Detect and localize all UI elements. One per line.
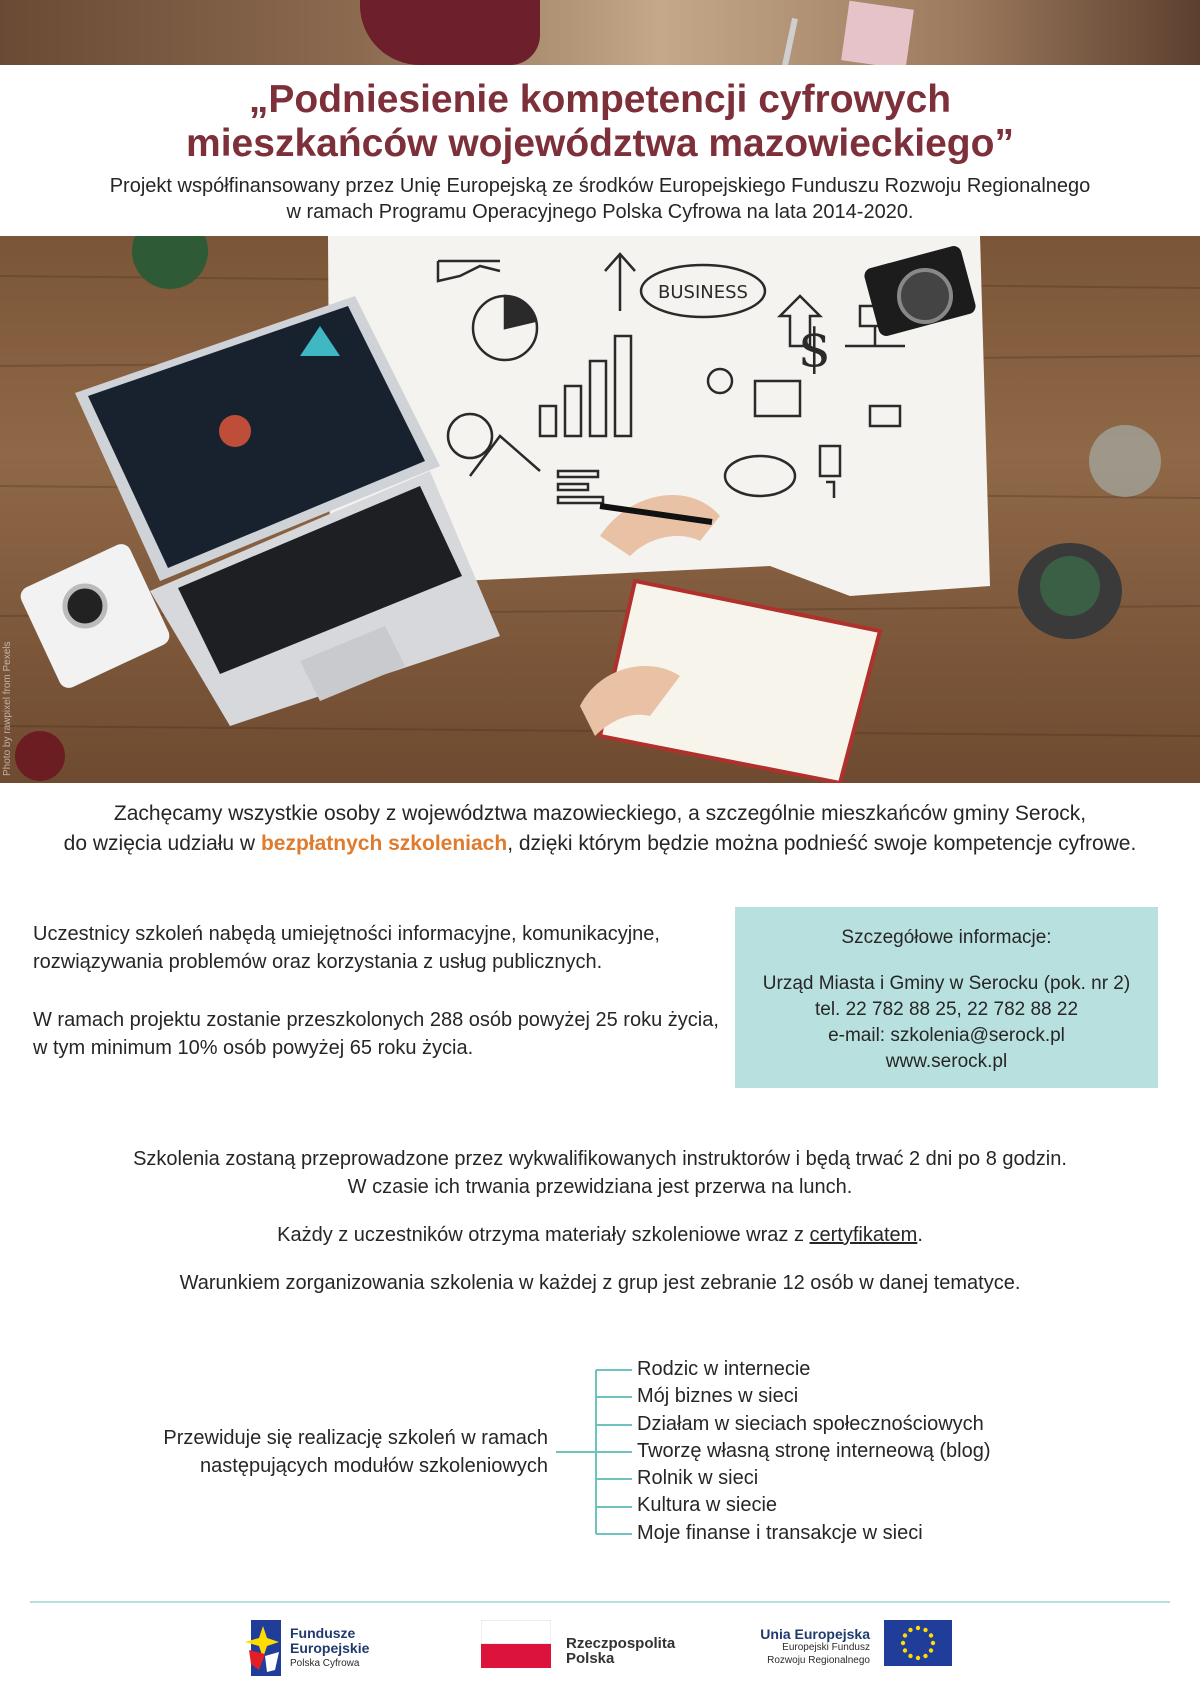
modules-label-line-1: Przewiduje się realizację szkoleń w ramach xyxy=(163,1427,548,1449)
apple xyxy=(15,731,65,781)
notebook-shape xyxy=(841,1,914,65)
hero-photo xyxy=(0,236,1200,783)
eu-flag-icon xyxy=(884,1620,952,1666)
eu-flag-logo xyxy=(884,1620,952,1680)
ue-sub-1: Europejski Fundusz xyxy=(782,1642,870,1653)
footer-divider xyxy=(30,1601,1170,1603)
training-details xyxy=(0,1145,1200,1317)
module-item: Mój biznes w sieci xyxy=(637,1385,799,1408)
sleeve-shape xyxy=(360,0,540,65)
modules-label xyxy=(100,1424,548,1480)
fe-line-1: Fundusze xyxy=(290,1625,356,1641)
certificate-text: Każdy z uczestników otrzyma materiały szkoleniowe wraz z xyxy=(277,1224,810,1246)
contact-email: e-mail: szkolenia@serock.pl xyxy=(828,1025,1065,1046)
unia-europejska-text xyxy=(748,1628,870,1667)
rp-line-1: Rzeczpospolita xyxy=(566,1635,676,1652)
title-line-2: mieszkańców województwa mazowieckiego” xyxy=(186,122,1014,165)
title-line-1: „Podniesienie kompetencji cyfrowych xyxy=(248,78,952,121)
fe-sub: Polska Cyfrowa xyxy=(290,1658,360,1669)
phone-numbers: tel. 22 782 88 25, 22 782 88 22 xyxy=(814,999,1079,1020)
duration-line: Szkolenia zostaną przeprowadzone przez wykwalifikowanych instruktorów i będą trwać 2 dni po 8 godzin. xyxy=(133,1148,1067,1170)
intro-text xyxy=(0,799,1200,859)
hero-illustration xyxy=(0,236,1200,783)
fe-star-icon xyxy=(245,1620,281,1676)
contact-info-box xyxy=(735,907,1158,1088)
top-photo-strip xyxy=(0,0,1200,65)
subtitle-line-1: Projekt współfinansowany przez Unię Europejską ze środków Europejskiego Funduszu Rozwoju Regionalnego xyxy=(109,175,1091,197)
office-address: Urząd Miasta i Gminy w Serocku (pok. nr 2) xyxy=(762,973,1131,994)
project-description xyxy=(33,920,723,1092)
module-item: Rodzic w internecie xyxy=(637,1358,811,1380)
intro-line-2 xyxy=(0,829,1200,859)
ue-line-1: Unia Europejska xyxy=(760,1626,870,1642)
sketch-word: BUSINESS xyxy=(658,282,748,303)
duration-paragraph xyxy=(0,1145,1200,1201)
fundusze-europejskie-logo xyxy=(245,1620,285,1680)
project-subtitle xyxy=(40,173,1160,225)
certificate-link: certyfikatem xyxy=(809,1224,918,1246)
pen-shape xyxy=(782,18,798,65)
polish-flag-logo xyxy=(481,1620,551,1680)
rzeczpospolita-polska-text xyxy=(566,1636,675,1666)
website-link: www.serock.pl xyxy=(885,1051,1008,1072)
page-title xyxy=(0,78,1200,166)
intro-line-2-start: do wzięcia udziału w xyxy=(63,832,261,855)
plant xyxy=(132,236,208,289)
subtitle-line-2: w ramach Programu Operacyjnego Polska Cyfrowa na lata 2014-2020. xyxy=(286,201,914,223)
module-item: Kultura w siecie xyxy=(637,1494,778,1517)
fe-line-2: Europejskie xyxy=(290,1640,370,1656)
funding-logos-footer xyxy=(0,1620,1200,1680)
module-item: Rolnik w sieci xyxy=(637,1467,759,1490)
module-item: Moje finanse i transakcje w sieci xyxy=(637,1521,923,1544)
skills-paragraph: Uczestnicy szkoleń nabędą umiejętności informacyjne, komunikacyjne, rozwiązywania problemów oraz korzystania z usług publicznych. xyxy=(33,923,660,973)
rp-line-2: Polska xyxy=(566,1650,615,1667)
module-item: Tworzę własną stronę interneową (blog) xyxy=(637,1439,991,1462)
participants-paragraph: W ramach projektu zostanie przeszkolonych 288 osób powyżej 25 roku życia, w tym minimum 10% osób powyżej 65 roku życia. xyxy=(33,1009,719,1059)
modules-label-line-2: następujących modułów szkoleniowych xyxy=(200,1455,548,1477)
polish-flag-icon xyxy=(481,1620,551,1668)
glass xyxy=(1089,425,1161,497)
photo-credit: Photo by rawpixel from Pexels xyxy=(2,641,13,776)
module-item: Działam w sieciach społecznościowych xyxy=(637,1412,984,1435)
certificate-period: . xyxy=(917,1224,923,1246)
group-condition: Warunkiem zorganizowania szkolenia w każdej z grup jest zebranie 12 osób w danej tematyce. xyxy=(179,1272,1021,1294)
free-training-highlight: bezpłatnych szkoleniach xyxy=(260,832,508,855)
fundusze-europejskie-text xyxy=(290,1626,369,1671)
svg-text:$: $ xyxy=(798,319,832,379)
modules-list xyxy=(637,1356,991,1547)
intro-line-1: Zachęcamy wszystkie osoby z województwa mazowieckiego, a szczególnie mieszkańców gminy Serock, xyxy=(113,802,1087,825)
info-box-title: Szczegółowe informacje: xyxy=(841,927,1052,948)
ue-sub-2: Rozwoju Regionalnego xyxy=(767,1655,870,1666)
modules-bracket xyxy=(556,1360,636,1540)
lunch-line: W czasie ich trwania przewidziana jest przerwa na lunch. xyxy=(347,1176,853,1198)
intro-line-2-end: , dzięki którym będzie można podnieść swoje kompetencje cyfrowe. xyxy=(507,832,1137,855)
certificate-paragraph xyxy=(0,1221,1200,1249)
